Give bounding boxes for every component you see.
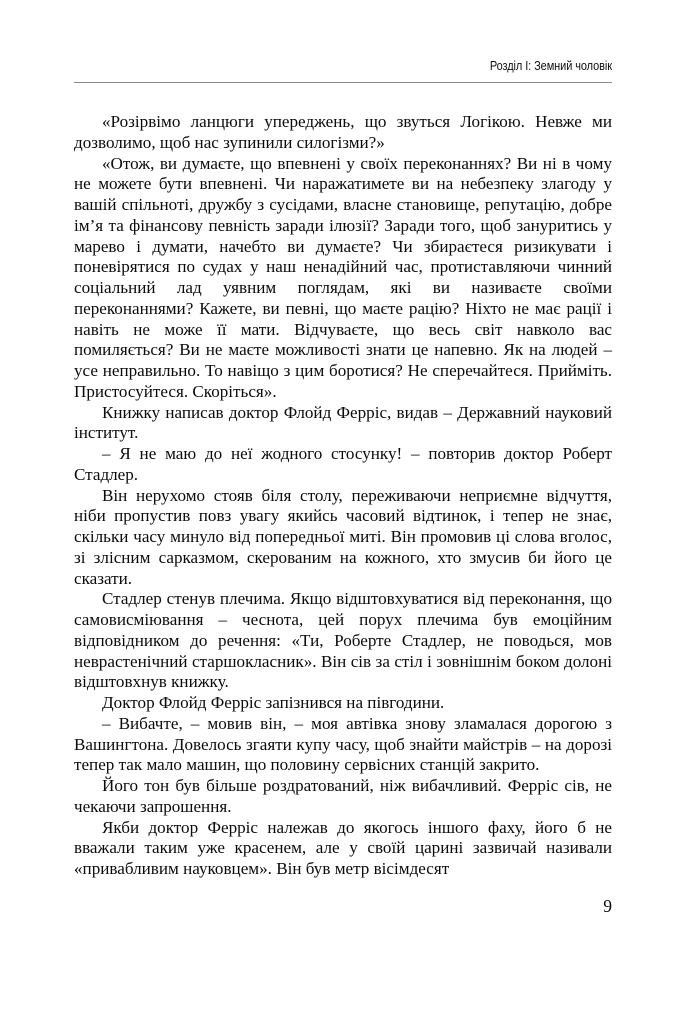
- paragraph: «Отож, ви думаєте, що впевнені у своїх переконаннях? Ви ні в чому не можете бути впевнені. Чи наражатимете ви на небезпеку злагоду у вашій спільноті, дружбу з сусідами, власне становище, репутацію, добре ім’я та фінансову певність заради ілюзії? Заради того, щоб зануритись у марево і думати, начебто ви думаєте? Чи збираєтеся ризикувати і поневірятися по судах у наш ненадійний час, протиставляючи чинний соціальний лад уявним поглядам, які ви називаєте своїми переконаннями? Кажете, ви певні, що маєте рацію? Ніхто не має рації і навіть не може її мати. Відчуваєте, що весь світ навколо вас помиляється? Ви не маєте можливості знати це напевно. Як на людей – усе неправильно. То навіщо з цим боротися? Не сперечайтеся. Прийміть. Пристосуйтеся. Скоріться».: [74, 153, 612, 401]
- body-text-column: [74, 112, 612, 880]
- running-head: [74, 58, 612, 84]
- running-head-title: Розділ I: Земний чоловік: [489, 59, 612, 73]
- paragraph: Книжку написав доктор Флойд Ферріс, видав – Державний науковий інститут.: [74, 402, 612, 443]
- paragraph: – Я не маю до неї жодного стосунку! – повторив доктор Роберт Стадлер.: [74, 444, 612, 484]
- paragraph: Доктор Флойд Ферріс запізнився на півгодини.: [102, 693, 445, 712]
- paragraph: «Розірвімо ланцюги упереджень, що звуться Логікою. Невже ми дозволимо, щоб нас зупинили силогізми?»: [74, 112, 612, 152]
- paragraph: Він нерухомо стояв біля столу, переживаючи неприємне відчуття, ніби пропустив повз увагу якийсь часовий відтинок, і тепер не знає, скільки часу минуло від попередньої миті. Він промовив ці слова вголос, зі злісним сарказмом, скерованим на кожного, хто змусив би його це сказати.: [74, 485, 612, 588]
- paragraph: – Вибачте, – мовив він, – моя автівка знову зламалася дорогою з Вашингтона. Довелось згаяти купу часу, щоб знайти майстрів – на дорозі тепер так мало машин, що половину сервісних станцій закрито.: [74, 713, 612, 775]
- paragraph: Його тон був більше роздратований, ніж вибачливий. Ферріс сів, не чекаючи запрошення.: [74, 776, 612, 816]
- page-number: 9: [603, 896, 612, 916]
- paragraph: Стадлер стенув плечима. Якщо відштовхуватися від переконання, що самовисміювання – чеснота, цей порух плечима був емоційним відповідником до речення: «Ти, Роберте Стадлер, не поводься, мов неврастенічний старшокласник». Він сів за стіл і зовнішнім боком долоні відштовхнув книжку.: [74, 589, 612, 692]
- paragraph: Якби доктор Ферріс належав до якогось іншого фаху, його б не вважали таким уже красенем, але у своїй царині зазвичай називали «привабливим науковцем». Він був метр вісімдесят: [74, 817, 612, 878]
- running-head-rule: [74, 82, 612, 83]
